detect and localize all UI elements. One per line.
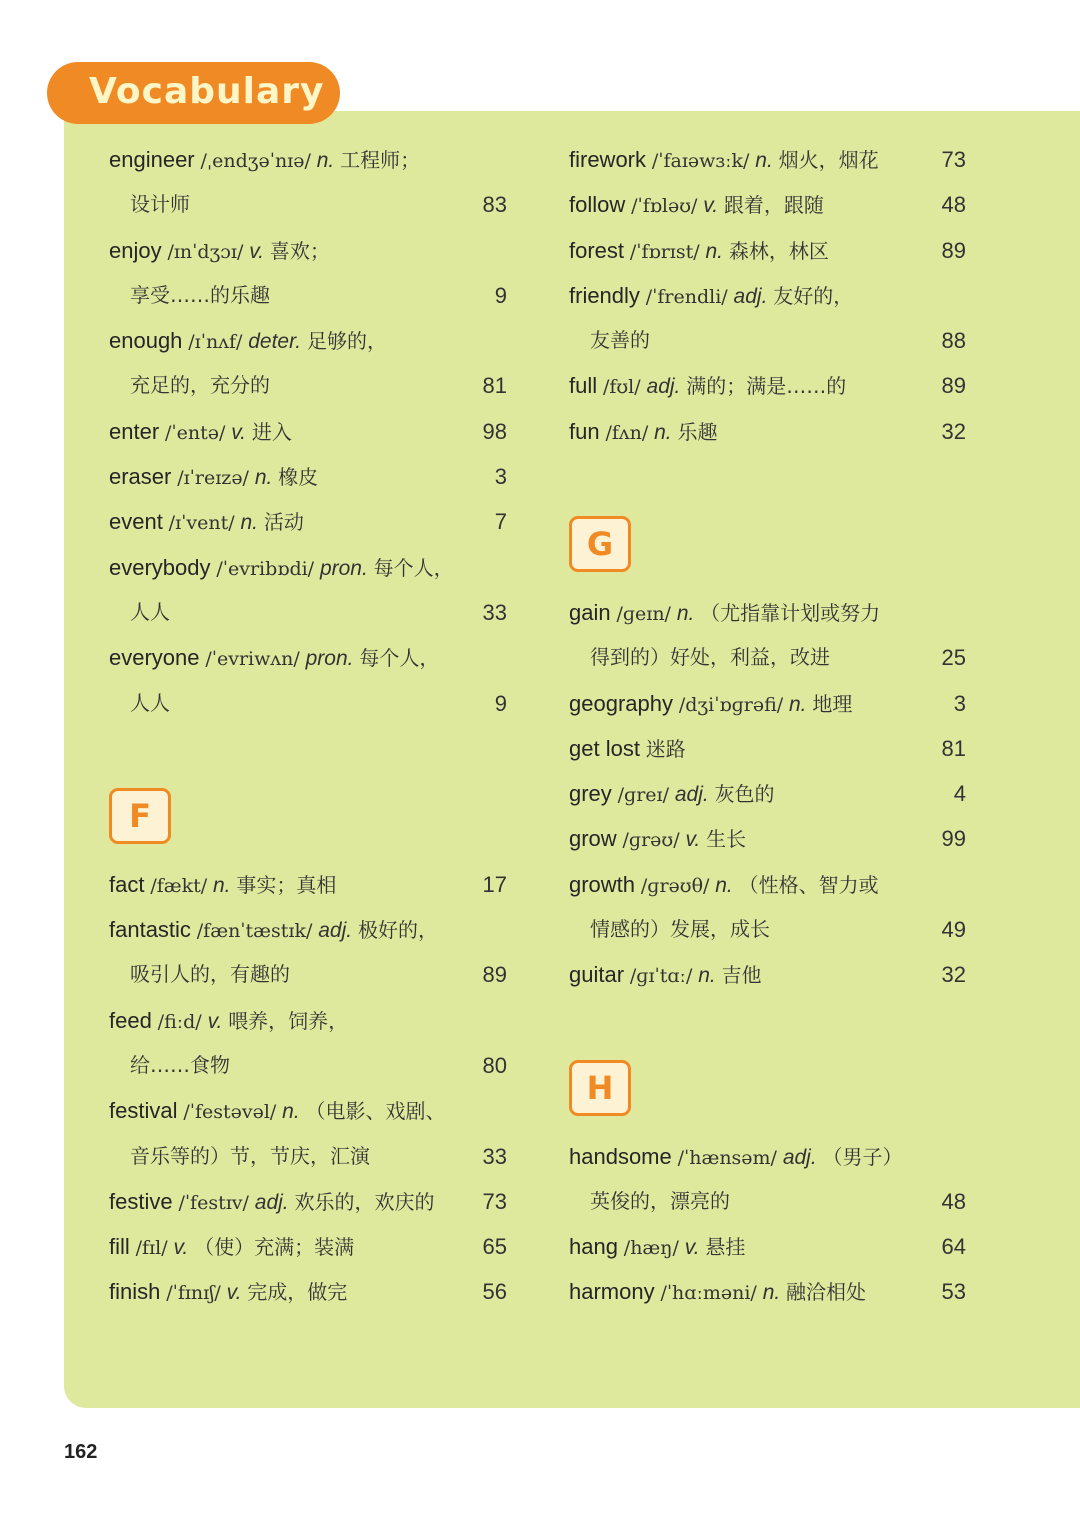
page-ref: 89 [941, 237, 966, 263]
phonetic: /ɪˈnʌf/ [188, 331, 243, 354]
part-of-speech: n. [676, 601, 695, 625]
definition: 欢乐的，欢庆的 [294, 1189, 435, 1214]
page-ref: 53 [941, 1279, 966, 1305]
page-ref: 80 [482, 1052, 507, 1078]
headword: festival [109, 1098, 178, 1124]
headword: handsome [569, 1143, 672, 1169]
phonetic: /ˈevribɒdi/ [216, 557, 315, 580]
entry-row [569, 771, 966, 816]
definition: 烟火，烟花 [778, 148, 879, 172]
entry-row [569, 590, 966, 635]
page-ref: 98 [482, 418, 507, 444]
page-ref: 32 [941, 962, 966, 988]
part-of-speech: n. [316, 149, 335, 172]
entry-row [569, 726, 966, 771]
entry-row [109, 1179, 507, 1224]
definition-continued: 给……食物 [130, 1052, 230, 1077]
definition: 足够的， [306, 329, 387, 354]
definition: （男子） [822, 1144, 903, 1169]
entry-row [569, 862, 966, 907]
entry-row [109, 998, 507, 1043]
entry-row [569, 1224, 966, 1269]
entry-row [569, 409, 966, 454]
definition: 地理 [812, 691, 853, 716]
part-of-speech: n. [654, 420, 672, 444]
part-of-speech: v. [684, 1236, 700, 1260]
entry-row [109, 137, 507, 182]
definition: 喂养，饲养， [228, 1008, 349, 1033]
page-ref: 99 [941, 826, 966, 852]
entry-row [109, 409, 507, 454]
definition: 喜欢； [269, 238, 330, 263]
page-ref: 81 [941, 735, 966, 761]
part-of-speech: n. [213, 873, 231, 897]
definition: 进入 [251, 419, 292, 444]
entry-row [569, 816, 966, 861]
part-of-speech: deter. [248, 330, 302, 354]
phonetic: /dʒiˈɒɡrəfi/ [678, 693, 784, 716]
headword: harmony [569, 1279, 655, 1305]
entry-row [109, 499, 507, 544]
headword: everybody [109, 554, 211, 580]
definition: 橡皮 [278, 465, 319, 490]
part-of-speech: v. [231, 420, 247, 444]
page-ref: 73 [482, 1188, 507, 1214]
definition: 灰色的 [714, 782, 775, 807]
definition: 迷路 [645, 736, 686, 761]
entry-row [109, 545, 507, 590]
phonetic: /ɪˈreɪzə/ [177, 467, 249, 490]
entry-row [109, 318, 507, 363]
page-ref: 32 [941, 418, 966, 444]
definition: 极好的， [357, 918, 438, 943]
headword: get lost [569, 735, 640, 761]
page-ref: 7 [494, 509, 507, 535]
definition-continued: 音乐等的）节，节庆，汇演 [130, 1143, 370, 1168]
phonetic: /ˈfrendli/ [645, 285, 728, 308]
page-ref: 25 [941, 645, 966, 671]
part-of-speech: adj. [733, 284, 768, 308]
page-ref: 33 [482, 599, 507, 625]
page-ref: 3 [953, 690, 966, 716]
definition: 完成，做完 [247, 1280, 348, 1305]
phonetic: /ɪˈvent/ [168, 512, 235, 535]
part-of-speech: adj. [646, 375, 681, 399]
part-of-speech: n. [282, 1100, 300, 1124]
part-of-speech: adj. [254, 1190, 289, 1214]
phonetic: /ɡeɪn/ [616, 602, 671, 625]
entry-row [569, 363, 966, 408]
phonetic: /ɡɪˈtɑː/ [629, 965, 693, 988]
part-of-speech: adj. [674, 783, 709, 807]
definition: 事实；真相 [236, 872, 337, 897]
phonetic: /ˈentə/ [165, 421, 226, 444]
definition: 满的；满是……的 [686, 374, 847, 399]
headword: geography [569, 690, 673, 716]
headword: follow [569, 192, 626, 218]
page-ref: 73 [941, 147, 966, 172]
headword: event [109, 509, 163, 535]
page-ref: 49 [941, 917, 966, 943]
entry-row [569, 1134, 966, 1179]
part-of-speech: v. [685, 828, 701, 852]
entry-row [109, 1224, 507, 1269]
phonetic: /ˈhænsəm/ [677, 1146, 777, 1169]
page-ref: 9 [494, 690, 507, 716]
definition: 每个人， [373, 555, 454, 580]
phonetic: /ˈfɒləʊ/ [631, 195, 698, 218]
phonetic: /fænˈtæstɪk/ [196, 920, 313, 943]
part-of-speech: n. [240, 511, 258, 535]
part-of-speech: n. [755, 149, 773, 172]
left-column [109, 137, 507, 1315]
part-of-speech: n. [254, 466, 273, 490]
headword: everyone [109, 645, 200, 671]
page-title: Vocabulary [89, 71, 325, 112]
definition-continued: 充足的，充分的 [130, 373, 270, 398]
part-of-speech: n. [705, 239, 723, 263]
letter-heading-g [569, 499, 966, 590]
definition: 活动 [263, 510, 304, 535]
definition-continued: 情感的）发展，成长 [590, 917, 770, 942]
page-ref: 89 [482, 962, 507, 988]
definition: 悬挂 [705, 1235, 746, 1260]
headword: forest [569, 237, 625, 263]
phonetic: /fʊl/ [602, 376, 641, 399]
phonetic: /ˈfestəvəl/ [183, 1101, 277, 1124]
definition-continued: 人人 [130, 599, 170, 624]
phonetic: /ɡrəʊ/ [622, 829, 680, 852]
definition-continued: 英俊的，漂亮的 [590, 1188, 730, 1213]
part-of-speech: n. [789, 692, 807, 716]
entry-row [109, 635, 507, 680]
definition-continued: 吸引人的，有趣的 [130, 962, 290, 987]
headword: enter [109, 418, 160, 444]
entry-row-continued [109, 590, 507, 635]
phonetic: /hæŋ/ [623, 1237, 679, 1260]
entry-row [109, 1088, 507, 1133]
page-ref: 81 [482, 373, 507, 399]
definition: （尤指靠计划或努力 [700, 600, 881, 625]
definition-continued: 人人 [130, 690, 170, 715]
headword: growth [569, 871, 636, 897]
page-ref: 64 [941, 1234, 966, 1260]
headword: guitar [569, 962, 625, 988]
page-ref: 4 [953, 781, 966, 807]
right-column [569, 137, 966, 1315]
part-of-speech: pron. [319, 556, 368, 580]
page-ref: 48 [941, 192, 966, 218]
headword: fantastic [109, 917, 191, 943]
phonetic: /fiːd/ [157, 1010, 202, 1033]
headword: firework [569, 147, 647, 172]
entry-row [569, 182, 966, 227]
definition: （使）充满；装满 [194, 1235, 355, 1260]
definition: 森林，林区 [728, 238, 829, 263]
g-section [569, 590, 966, 998]
entry-row-continued [109, 952, 507, 997]
letter-badge-f: F [109, 788, 171, 844]
entry-row-continued [109, 273, 507, 318]
entry-row-continued [109, 681, 507, 726]
phonetic: /ɡreɪ/ [617, 784, 670, 807]
entry-row [569, 228, 966, 273]
entry-row [569, 952, 966, 997]
part-of-speech: v. [173, 1236, 189, 1260]
page-ref: 33 [482, 1143, 507, 1169]
definition-continued: 设计师 [130, 192, 190, 217]
page-number: 162 [64, 1441, 98, 1463]
page-ref: 65 [482, 1234, 507, 1260]
headword: gain [569, 599, 611, 625]
page-ref: 48 [941, 1188, 966, 1214]
phonetic: /fɪl/ [135, 1237, 168, 1260]
f-section [109, 862, 507, 1315]
definition: （电影、戏剧、 [305, 1099, 446, 1124]
definition: 生长 [706, 827, 747, 852]
phonetic: /ˈfɒrɪst/ [629, 240, 700, 263]
definition: 吉他 [721, 963, 762, 988]
f-section-continued [569, 137, 966, 454]
page-ref: 9 [494, 282, 507, 308]
phonetic: /ˈevriwʌn/ [205, 648, 300, 671]
definition-continued: 友善的 [590, 328, 650, 353]
entry-row [109, 228, 507, 273]
phonetic: /fækt/ [150, 874, 208, 897]
headword: fact [109, 871, 145, 897]
headword: grow [569, 826, 617, 852]
phonetic: /ɡrəʊθ/ [640, 874, 710, 897]
definition: 跟着，跟随 [723, 193, 824, 218]
page-ref: 83 [482, 192, 507, 218]
page-ref: 17 [482, 871, 507, 897]
entry-row [569, 137, 966, 182]
part-of-speech: v. [226, 1281, 242, 1305]
part-of-speech: adj. [318, 919, 353, 943]
definition: 友好的， [773, 283, 854, 308]
entry-row-continued [109, 363, 507, 408]
part-of-speech: n. [715, 873, 733, 897]
definition: （性格、智力或 [738, 872, 879, 897]
phonetic: /ˈfestɪv/ [178, 1191, 249, 1214]
h-section [569, 1134, 966, 1315]
part-of-speech: pron. [305, 647, 354, 671]
entry-row-continued [569, 1179, 966, 1224]
phonetic: /ˈfɪnɪʃ/ [166, 1282, 221, 1305]
part-of-speech: n. [698, 964, 716, 988]
entry-row-continued [569, 635, 966, 680]
headword: enough [109, 328, 183, 354]
headword: eraser [109, 464, 172, 490]
phonetic: /ˌendʒəˈnɪə/ [200, 150, 311, 172]
spacer [569, 998, 966, 1043]
phonetic: /ˈfaɪəwɜːk/ [651, 150, 750, 172]
entry-row-continued [109, 1134, 507, 1179]
page-ref: 3 [494, 464, 507, 490]
headword: friendly [569, 282, 640, 308]
definition: 每个人， [359, 646, 440, 671]
part-of-speech: v. [249, 239, 265, 263]
entry-row [109, 907, 507, 952]
headword: feed [109, 1007, 152, 1033]
entry-row [109, 454, 507, 499]
definition: 工程师； [340, 148, 421, 172]
entry-row [569, 1269, 966, 1314]
part-of-speech: v. [703, 194, 719, 218]
headword: enjoy [109, 237, 162, 263]
letter-heading-h [569, 1043, 966, 1134]
headword: fun [569, 418, 600, 444]
entry-row-continued [569, 318, 966, 363]
phonetic: /ɪnˈdʒɔɪ/ [167, 240, 244, 263]
entry-row [569, 681, 966, 726]
part-of-speech: n. [762, 1281, 781, 1305]
headword: grey [569, 781, 612, 807]
part-of-speech: adj. [782, 1145, 817, 1169]
definition-continued: 得到的）好处，利益，改进 [590, 645, 830, 670]
letter-badge-h: H [569, 1060, 631, 1116]
phonetic: /fʌn/ [605, 421, 649, 444]
page-ref: 89 [941, 373, 966, 399]
headword: fill [109, 1234, 130, 1260]
spacer [569, 454, 966, 499]
definition-continued: 享受……的乐趣 [130, 282, 270, 307]
entry-row [569, 273, 966, 318]
entry-row-continued [109, 1043, 507, 1088]
letter-badge-g: G [569, 516, 631, 572]
page-ref: 88 [941, 328, 966, 354]
headword: festive [109, 1188, 173, 1214]
letter-heading-f [109, 771, 507, 862]
definition: 乐趣 [677, 419, 718, 444]
e-section [109, 137, 507, 726]
part-of-speech: v. [207, 1009, 223, 1033]
headword: engineer [109, 147, 195, 172]
entry-row-continued [569, 907, 966, 952]
entry-row-continued [109, 182, 507, 227]
spacer [109, 726, 507, 771]
entry-row [109, 862, 507, 907]
headword: finish [109, 1279, 161, 1305]
page-ref: 56 [482, 1279, 507, 1305]
entry-row [109, 1269, 507, 1314]
headword: full [569, 373, 598, 399]
phonetic: /ˈhɑːməni/ [660, 1282, 757, 1305]
definition: 融洽相处 [786, 1280, 867, 1305]
headword: hang [569, 1234, 618, 1260]
